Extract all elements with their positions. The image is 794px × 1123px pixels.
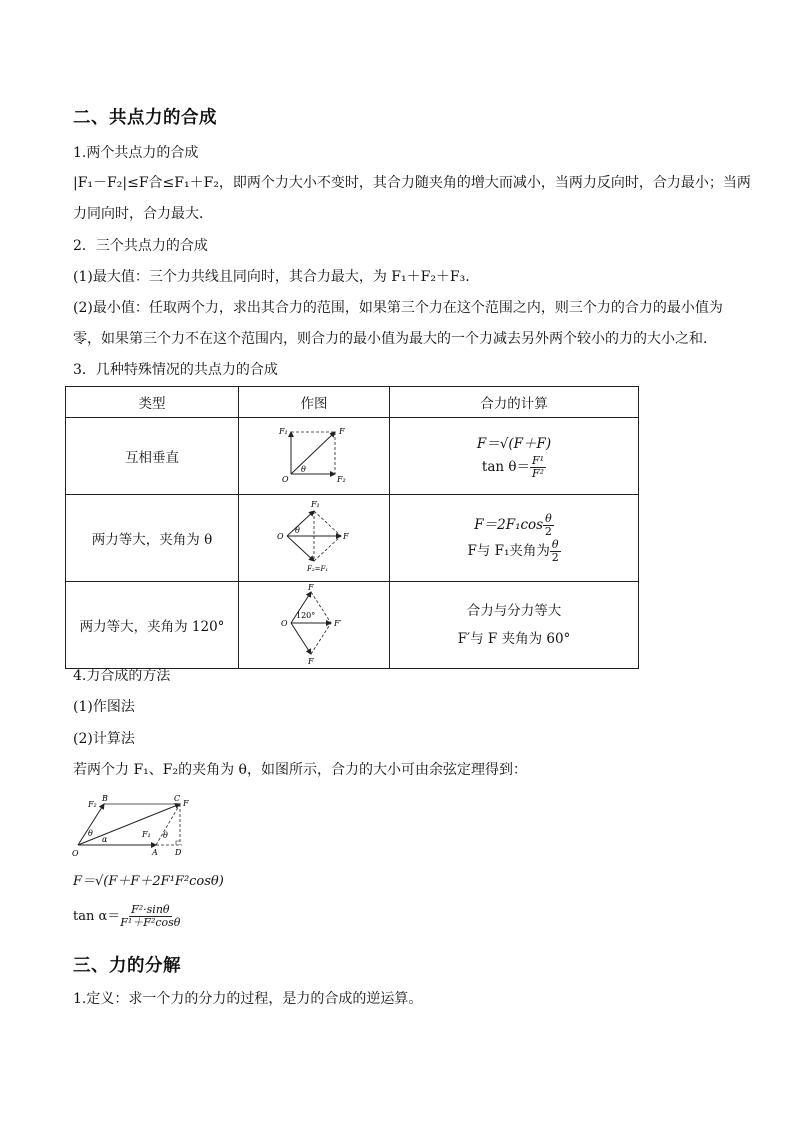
f2-vector (287, 536, 314, 561)
item2-title: 2．三个共点力的合成 (73, 238, 208, 254)
method-graphical: (1)作图法 (73, 699, 135, 715)
label-theta-origin: θ (88, 829, 93, 838)
label-f-prime: F′ (334, 619, 342, 628)
row2-calc2-num: θ (551, 538, 559, 551)
item2-min-line1: (2)最小值：任取两个力，求出其合力的范围，如果第三个力在这个范围之内，则三个力的合力的最小值为 (73, 300, 723, 316)
row1-calc2-den: F² (532, 466, 545, 480)
label-f1: F₁ (142, 830, 151, 839)
row3-figure-cell (239, 582, 390, 669)
label-b: B (102, 794, 108, 803)
formula-resultant-magnitude: F＝√(F＋F＋2F¹F²cosθ) (73, 874, 224, 889)
label-theta-ext: θ (163, 831, 168, 840)
equal-forces-angle-diagram (239, 495, 389, 577)
label-d: D (175, 848, 182, 857)
label-o: O (282, 475, 289, 484)
formula-tan-alpha-num: F²·sinθ (131, 903, 170, 916)
item2-min-line2: 零，如果第三个力不在这个范围内，则合力的最小值为最大的一个力减去另外两个较小的力的大小之和． (73, 331, 717, 347)
row1-type: 互相垂直 (66, 418, 239, 495)
label-theta: θ (301, 465, 306, 474)
table-row (66, 495, 639, 582)
right-angle-mark (176, 841, 180, 845)
item3-title: 3．几种特殊情况的共点力的合成 (73, 362, 278, 378)
item2-max: (1)最大值：三个力共线且同向时，其合力最大，为 F₁＋F₂＋F₃. (73, 269, 470, 285)
special-cases-table (65, 386, 639, 669)
formula-tan-alpha-fraction (120, 904, 180, 929)
f-bottom-vector (291, 623, 311, 654)
parallelogram-edge (314, 511, 341, 536)
item1-title: 1.两个共点力的合成 (73, 145, 199, 161)
row2-calc-cell (390, 495, 639, 582)
row3-calc2: F′与 F 夹角为 60° (457, 631, 571, 647)
row2-figure-cell (239, 495, 390, 582)
formula-tan-alpha-prefix: tan α＝ (73, 909, 121, 924)
label-f-bottom: F (308, 657, 314, 664)
row3-calc1: 合力与分力等大 (466, 603, 562, 619)
table-row (66, 582, 639, 669)
row1-calc1: F＝√(F＋F) (476, 435, 552, 452)
table-row (66, 418, 639, 495)
decomposition-definition: 1.定义：求一个力的分力的过程，是力的合成的逆运算。 (73, 991, 423, 1007)
row1-calc2-fraction (530, 455, 546, 480)
f-resultant-vector (291, 432, 335, 474)
parallelogram-edge (314, 536, 341, 561)
label-c: C (174, 794, 181, 803)
label-f2: F₂ (337, 475, 346, 484)
row2-calc2: F与 F₁夹角为 (467, 543, 550, 559)
row2-type: 两力等大，夹角为 θ (66, 495, 239, 582)
row1-calc-cell (390, 418, 639, 495)
cosine-rule-text: 若两个力 F₁、F₂的夹角为 θ，如图所示，合力的大小可由余弦定理得到： (73, 762, 527, 778)
label-f1: F₁ (311, 500, 320, 509)
label-f2: F₂=F₁ (307, 565, 329, 573)
row2-calc1: F＝2F₁cos (474, 517, 544, 533)
row2-calc2-fraction (550, 539, 561, 564)
f1-vector (287, 511, 314, 536)
item4-title: 4.力合成的方法 (73, 668, 171, 684)
perpendicular-forces-diagram (239, 418, 389, 490)
label-f: F (339, 427, 345, 436)
label-f1: F₁ (279, 427, 288, 436)
section-title-composition: 二、共点力的合成 (73, 108, 217, 128)
label-o: O (281, 619, 288, 628)
label-f2: F₂ (88, 800, 97, 809)
table-header-row (66, 387, 639, 418)
label-f: F (343, 532, 349, 541)
parallelogram-edge (311, 623, 331, 654)
header-calculation: 合力的计算 (390, 387, 639, 418)
label-o: O (277, 532, 284, 541)
header-figure: 作图 (239, 387, 390, 418)
formula-tan-alpha (73, 904, 180, 929)
row2-calc1-fraction (543, 513, 554, 538)
label-o: O (72, 849, 79, 858)
section-title-decomposition: 三、力的分解 (73, 956, 181, 976)
row1-calc2-num: F¹ (532, 453, 545, 467)
label-f: F (183, 799, 189, 808)
equal-forces-120-diagram (239, 582, 389, 664)
method-calculation: (2)计算法 (73, 731, 135, 747)
row2-calc1-num: θ (545, 512, 552, 525)
cosine-rule-diagram (70, 792, 210, 862)
header-type: 类型 (66, 387, 239, 418)
parallelogram-edge (156, 804, 180, 845)
row3-calc-cell (390, 582, 639, 669)
label-alpha: α (102, 835, 108, 844)
formula-tan-alpha-den: F¹＋F²cosθ (120, 916, 181, 929)
row1-figure-cell (239, 418, 390, 495)
label-f-top: F (308, 583, 314, 592)
row1-calc2-prefix: tan θ＝ (481, 458, 531, 475)
label-theta: θ (295, 526, 300, 535)
f2-vector (78, 804, 104, 845)
row2-calc2-den: 2 (551, 551, 559, 564)
item1-line2: 力同向时，合力最大． (73, 206, 213, 222)
label-a: A (152, 848, 158, 857)
label-120-degrees: 120° (296, 611, 316, 620)
row2-calc1-den: 2 (544, 525, 552, 538)
row3-type: 两力等大，夹角为 120° (66, 582, 239, 669)
item1-line1: |F₁－F₂|≤F合≤F₁＋F₂，即两个力大小不变时，其合力随夹角的增大而减小，当两力反向时，合力最小；当两 (73, 175, 751, 191)
